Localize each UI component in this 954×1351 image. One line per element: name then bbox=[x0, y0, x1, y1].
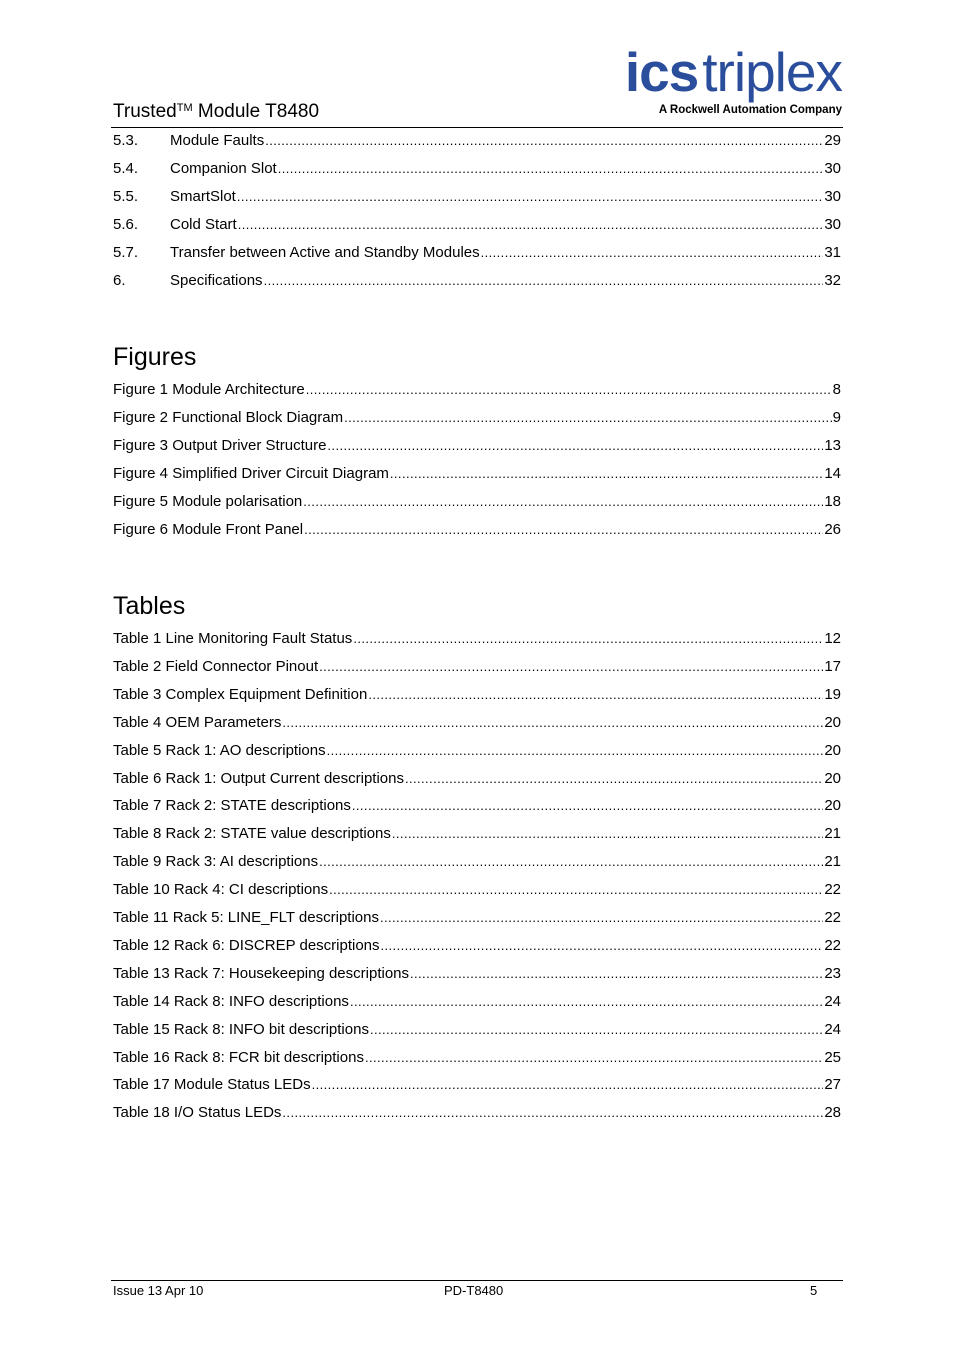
dot-leader bbox=[265, 132, 823, 150]
entry-page-number: 20 bbox=[824, 797, 841, 815]
tables-heading: Tables bbox=[113, 592, 186, 620]
title-suffix: Module T8480 bbox=[192, 101, 320, 122]
entry-label: Figure 6 Module Front Panel bbox=[113, 521, 304, 538]
footer-divider bbox=[111, 1280, 843, 1281]
contents-entry[interactable] bbox=[113, 188, 841, 206]
dot-leader bbox=[306, 381, 832, 399]
figure-entry[interactable] bbox=[113, 493, 841, 511]
dot-leader bbox=[381, 937, 824, 955]
dot-leader bbox=[390, 465, 823, 483]
entry-page-number: 27 bbox=[824, 1076, 841, 1094]
header-divider bbox=[111, 127, 843, 128]
logo-wordmark bbox=[624, 41, 842, 103]
logo-triplex: triplex bbox=[702, 41, 842, 103]
entry-label: Table 18 I/O Status LEDs bbox=[113, 1104, 282, 1122]
figure-entry[interactable] bbox=[113, 437, 841, 455]
entry-label: Module Faults bbox=[170, 132, 265, 149]
entry-number: 6. bbox=[113, 272, 126, 289]
entry-label: Transfer between Active and Standby Modules bbox=[170, 244, 480, 261]
table-entry[interactable] bbox=[113, 658, 841, 676]
dot-leader bbox=[481, 244, 824, 262]
contents-entry[interactable] bbox=[113, 132, 841, 150]
entry-page-number: 32 bbox=[824, 272, 841, 289]
table-entry[interactable] bbox=[113, 881, 841, 899]
entry-number: 5.6. bbox=[113, 216, 139, 233]
contents-entry[interactable] bbox=[113, 272, 841, 290]
dot-leader bbox=[370, 1021, 823, 1039]
entry-label: Specifications bbox=[170, 272, 263, 289]
entry-page-number: 25 bbox=[824, 1048, 841, 1066]
title-prefix: Trusted bbox=[113, 101, 177, 122]
entry-label: Table 17 Module Status LEDs bbox=[113, 1076, 311, 1094]
entry-label: Table 10 Rack 4: CI descriptions bbox=[113, 881, 329, 899]
table-entry[interactable] bbox=[113, 742, 841, 760]
table-entry[interactable] bbox=[113, 1049, 841, 1067]
entry-label: Cold Start bbox=[170, 216, 237, 233]
dot-leader bbox=[319, 853, 823, 871]
dot-leader bbox=[368, 686, 823, 704]
entry-page-number: 9 bbox=[832, 409, 841, 426]
entry-label: Table 8 Rack 2: STATE value descriptions bbox=[113, 825, 391, 843]
logo-tagline: A Rockwell Automation Company bbox=[658, 104, 842, 116]
entry-number: 5.3. bbox=[113, 132, 139, 149]
entry-label: Table 7 Rack 2: STATE descriptions bbox=[113, 797, 351, 815]
entry-page-number: 13 bbox=[824, 437, 841, 454]
entry-number: 5.5. bbox=[113, 188, 139, 205]
entry-page-number: 8 bbox=[832, 381, 841, 398]
dot-leader bbox=[365, 1049, 823, 1067]
entry-label: Table 1 Line Monitoring Fault Status bbox=[113, 630, 353, 647]
table-entry[interactable] bbox=[113, 825, 841, 843]
entry-label: Figure 3 Output Driver Structure bbox=[113, 437, 327, 454]
entry-label: Table 4 OEM Parameters bbox=[113, 713, 282, 731]
entry-page-number: 29 bbox=[824, 132, 841, 149]
table-entry[interactable] bbox=[113, 770, 841, 788]
entry-page-number: 19 bbox=[824, 685, 841, 703]
table-entry[interactable] bbox=[113, 1021, 841, 1039]
entry-page-number: 20 bbox=[824, 741, 841, 759]
entry-label: Table 15 Rack 8: INFO bit descriptions bbox=[113, 1020, 369, 1038]
entry-label: Figure 4 Simplified Driver Circuit Diagram bbox=[113, 465, 389, 482]
table-entry[interactable] bbox=[113, 853, 841, 871]
dot-leader bbox=[380, 909, 823, 927]
entry-label: Figure 5 Module polarisation bbox=[113, 493, 303, 510]
table-entry[interactable] bbox=[113, 686, 841, 704]
entry-page-number: 20 bbox=[824, 713, 841, 731]
entry-label: Table 13 Rack 7: Housekeeping descriptions bbox=[113, 964, 410, 982]
entry-page-number: 24 bbox=[824, 1020, 841, 1038]
dot-leader bbox=[303, 493, 823, 511]
table-entry[interactable] bbox=[113, 937, 841, 955]
entry-label: Table 5 Rack 1: AO descriptions bbox=[113, 741, 326, 759]
table-entry[interactable] bbox=[113, 797, 841, 815]
logo-ics: ics bbox=[624, 41, 699, 103]
entry-label: SmartSlot bbox=[170, 188, 236, 205]
entry-label: Table 3 Complex Equipment Definition bbox=[113, 685, 368, 703]
dot-leader bbox=[237, 188, 823, 206]
entry-label: Table 9 Rack 3: AI descriptions bbox=[113, 853, 319, 871]
figure-entry[interactable] bbox=[113, 465, 841, 483]
entry-page-number: 20 bbox=[824, 769, 841, 787]
entry-page-number: 30 bbox=[824, 188, 841, 205]
entry-page-number: 21 bbox=[824, 853, 841, 871]
contents-entry[interactable] bbox=[113, 244, 841, 262]
dot-leader bbox=[410, 965, 823, 983]
table-entry[interactable] bbox=[113, 630, 841, 648]
entry-label: Companion Slot bbox=[170, 160, 277, 177]
document-title bbox=[113, 100, 319, 124]
entry-label: Table 11 Rack 5: LINE_FLT descriptions bbox=[113, 909, 379, 926]
figure-entry[interactable] bbox=[113, 409, 841, 427]
entry-page-number: 30 bbox=[824, 160, 841, 177]
entry-label: Figure 1 Module Architecture bbox=[113, 381, 305, 398]
dot-leader bbox=[405, 770, 823, 788]
entry-page-number: 22 bbox=[824, 936, 841, 954]
entry-number: 5.4. bbox=[113, 160, 139, 177]
entry-label: Figure 2 Functional Block Diagram bbox=[113, 409, 344, 426]
contents-entry[interactable] bbox=[113, 160, 841, 178]
table-entry[interactable] bbox=[113, 1104, 841, 1122]
dot-leader bbox=[344, 409, 832, 427]
entry-page-number: 12 bbox=[824, 630, 841, 647]
figures-heading: Figures bbox=[113, 343, 197, 371]
contents-entry[interactable] bbox=[113, 216, 841, 234]
entry-label: Table 2 Field Connector Pinout bbox=[113, 657, 319, 675]
table-entry[interactable] bbox=[113, 993, 841, 1011]
dot-leader bbox=[353, 630, 823, 648]
entry-label: Table 6 Rack 1: Output Current descriptions bbox=[113, 769, 404, 787]
entry-page-number: 24 bbox=[824, 992, 841, 1010]
figure-entry[interactable] bbox=[113, 381, 841, 399]
table-entry[interactable] bbox=[113, 909, 841, 927]
entry-number: 5.7. bbox=[113, 244, 139, 261]
table-entry[interactable] bbox=[113, 1076, 841, 1094]
dot-leader bbox=[319, 658, 823, 676]
entry-page-number: 18 bbox=[824, 493, 841, 510]
dot-leader bbox=[350, 993, 823, 1011]
dot-leader bbox=[304, 521, 823, 539]
entry-page-number: 23 bbox=[824, 964, 841, 982]
entry-page-number: 28 bbox=[824, 1104, 841, 1122]
entry-page-number: 14 bbox=[824, 465, 841, 482]
entry-page-number: 22 bbox=[824, 881, 841, 899]
entry-page-number: 22 bbox=[824, 909, 841, 926]
footer-doc-id: PD-T8480 bbox=[444, 1283, 504, 1298]
footer-page-number: 5 bbox=[810, 1283, 818, 1298]
entry-page-number: 30 bbox=[824, 216, 841, 233]
dot-leader bbox=[352, 797, 823, 815]
entry-page-number: 17 bbox=[824, 657, 841, 675]
dot-leader bbox=[392, 825, 823, 843]
dot-leader bbox=[264, 272, 824, 290]
dot-leader bbox=[312, 1076, 824, 1094]
entry-label: Table 12 Rack 6: DISCREP descriptions bbox=[113, 936, 380, 954]
entry-page-number: 26 bbox=[824, 521, 841, 538]
entry-page-number: 21 bbox=[824, 825, 841, 843]
dot-leader bbox=[327, 437, 823, 455]
dot-leader bbox=[327, 742, 824, 760]
dot-leader bbox=[238, 216, 824, 234]
entry-page-number: 31 bbox=[824, 244, 841, 261]
table-entry[interactable] bbox=[113, 714, 841, 732]
dot-leader bbox=[282, 714, 823, 732]
entry-label: Table 16 Rack 8: FCR bit descriptions bbox=[113, 1048, 364, 1066]
ics-triplex-logo bbox=[624, 41, 842, 117]
dot-leader bbox=[329, 881, 823, 899]
trademark-sup: TM bbox=[176, 102, 193, 114]
dot-leader bbox=[278, 160, 824, 178]
figure-entry[interactable] bbox=[113, 521, 841, 539]
table-entry[interactable] bbox=[113, 965, 841, 983]
dot-leader bbox=[282, 1104, 823, 1122]
entry-label: Table 14 Rack 8: INFO descriptions bbox=[113, 992, 349, 1010]
footer-issue: Issue 13 Apr 10 bbox=[113, 1283, 204, 1298]
